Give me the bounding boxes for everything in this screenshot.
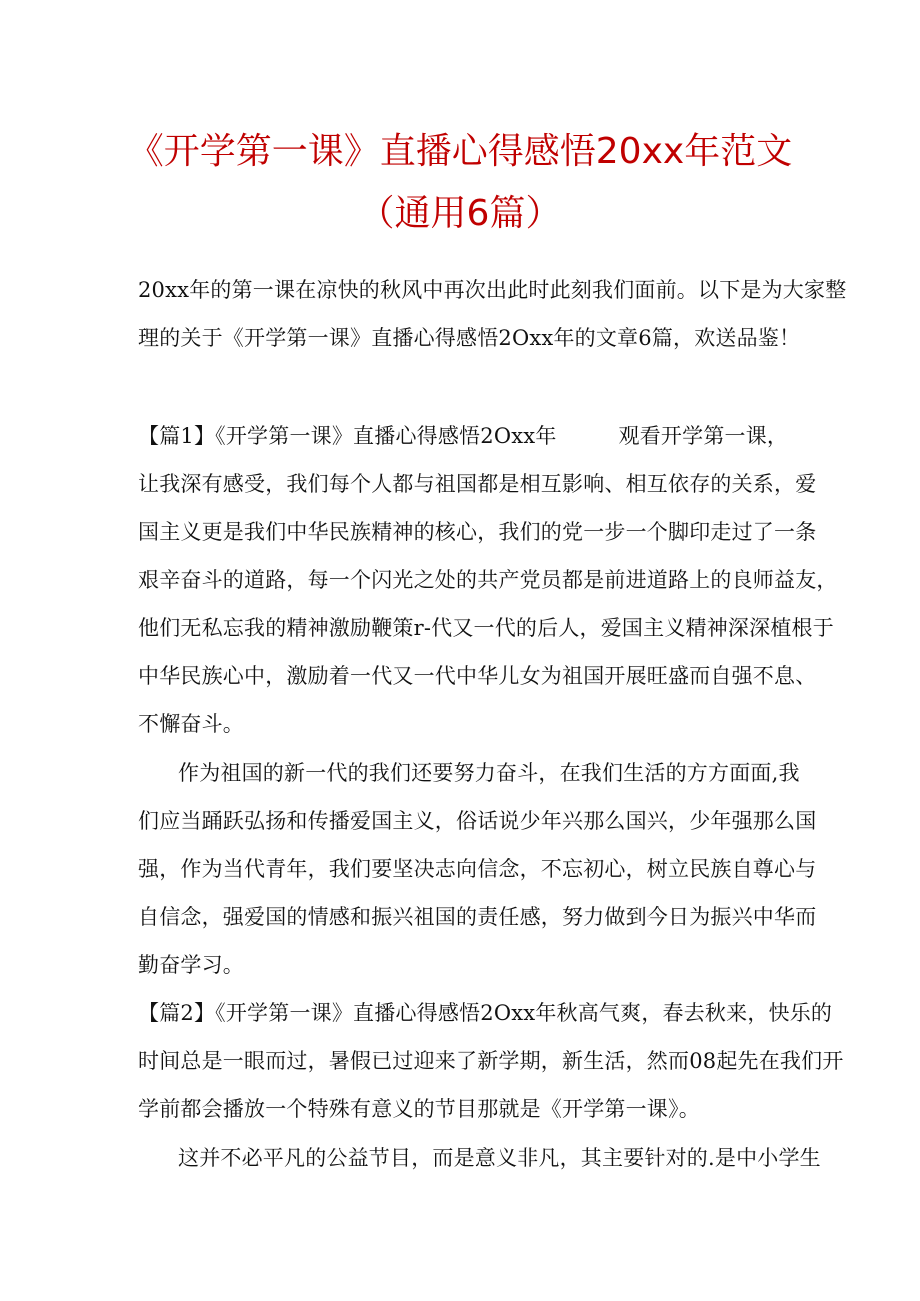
paragraph-line: 们应当踊跃弘扬和传播爱国主义，俗话说少年兴那么国兴，少年强那么国 [138,809,817,833]
section-1-heading-text: 【篇1】《开学第一课》直播心得感悟2Oxx年 [138,424,557,448]
paragraph-line: 勤奋学习。 [138,953,244,977]
paragraph-line: 中华民族心中，激励着一代又一代中华儿女为祖国开展旺盛而自强不息、 [138,664,817,688]
section-2-line: 学前都会播放一个特殊有意义的节目那就是《开学第一课》。 [138,1097,700,1121]
intro-line: 理的关于《开学第一课》直播心得感悟2Oxx年的文章6篇，欢送品鉴！ [138,326,801,350]
paragraph-line: 不懈奋斗。 [138,712,244,736]
section-1-heading-tail: 观看开学第一课， [618,424,789,448]
document-title-line-2: （通用6篇） [358,193,562,234]
section-2-line: 【篇2】《开学第一课》直播心得感悟2Oxx年秋高气爽，春去秋来，快乐的 [138,1001,833,1025]
paragraph-line: 强，作为当代青年，我们要坚决志向信念，不忘初心，树立民族自尊心与 [138,857,817,881]
intro-line: 20xx年的第一课在凉快的秋风中再次出此时此刻我们面前。以下是为大家整 [138,278,847,302]
paragraph-line: 他们无私忘我的精神激励鞭策r-代又一代的后人，爱国主义精神深深植根于 [138,616,834,640]
paragraph-line: 自信念，强爱国的情感和振兴祖国的责任感，努力做到今日为振兴中华而 [138,905,817,929]
document-title-line-1: 《开学第一课》直播心得感悟20xx年范文 [127,131,793,172]
paragraph-line: 这并不必平凡的公益节目，而是意义非凡，其主要针对的.是中小学生 [178,1146,821,1170]
paragraph-line: 国主义更是我们中华民族精神的核心，我们的党一步一个脚印走过了一条 [138,520,817,544]
paragraph-line: 让我深有感受，我们每个人都与祖国都是相互影响、相互依存的关系，爱 [138,472,817,496]
section-1-heading [138,421,788,451]
paragraph-line: 艰辛奋斗的道路，每一个闪光之处的共产党员都是前进道路上的良师益友， [138,568,838,592]
paragraph-line: 作为祖国的新一代的我们还要努力奋斗，在我们生活的方方面面,我 [178,761,800,785]
section-2-line: 时间总是一眼而过，暑假已过迎来了新学期，新生活，然而08起先在我们开 [138,1049,844,1073]
